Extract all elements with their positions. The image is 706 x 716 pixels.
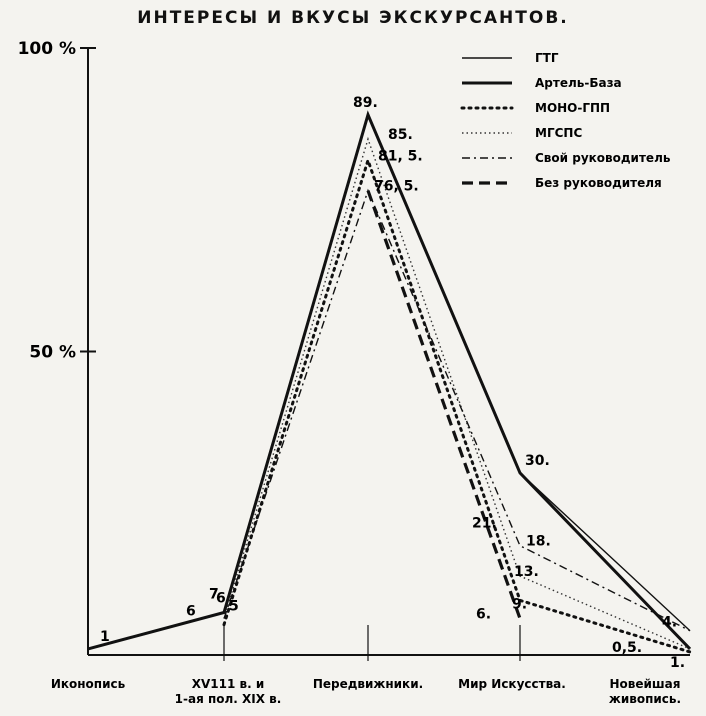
y-tick-label: 100 % (17, 39, 76, 59)
category-label: живопись. (608, 692, 682, 706)
category-label: XV111 в. и (191, 677, 265, 691)
series-line-5 (224, 191, 690, 631)
data-label: 6 (216, 590, 226, 607)
series-line-1 (88, 115, 690, 649)
legend-label: Свой руководитель (535, 151, 671, 165)
category-label: Иконопись (50, 677, 126, 691)
data-label: 81, 5. (378, 148, 423, 165)
legend-label: Без руководителя (535, 176, 662, 190)
series-line-6 (368, 191, 520, 619)
category-label: Мир Искусства. (458, 677, 566, 691)
data-label: 6. (476, 606, 492, 623)
legend-label: МГСПС (535, 126, 583, 140)
legend-label: Артель-База (535, 76, 622, 90)
series-line-2 (88, 115, 690, 649)
data-label: 1. (670, 654, 686, 671)
data-label: 30. (525, 452, 550, 469)
legend-label: МОНО-ГПП (535, 101, 611, 115)
data-label: 18. (526, 533, 551, 550)
data-label: 9. (512, 596, 528, 613)
data-label: 1 (100, 628, 110, 645)
data-label: 4. (662, 614, 678, 631)
series-line-4 (224, 139, 690, 649)
data-label: 5 (229, 598, 239, 615)
category-label: Передвижники. (312, 677, 424, 691)
data-label: 0,5. (612, 639, 643, 656)
legend-label: ГТГ (535, 51, 559, 65)
data-label: 85. (388, 127, 413, 144)
category-label: 1-ая пол. XIX в. (174, 692, 282, 706)
y-tick-label: 50 % (29, 342, 76, 363)
data-label: 76, 5. (374, 178, 419, 195)
category-label: Новейшая (609, 677, 681, 691)
data-label: 7 (209, 586, 219, 603)
data-label: 13. (514, 564, 539, 581)
chart-title: ИНТЕРЕСЫ И ВКУСЫ ЭКСКУРСАНТОВ. (137, 8, 569, 28)
data-label: 89. (353, 94, 378, 111)
data-label: 21. (472, 515, 497, 532)
data-label: 6 (186, 603, 196, 620)
